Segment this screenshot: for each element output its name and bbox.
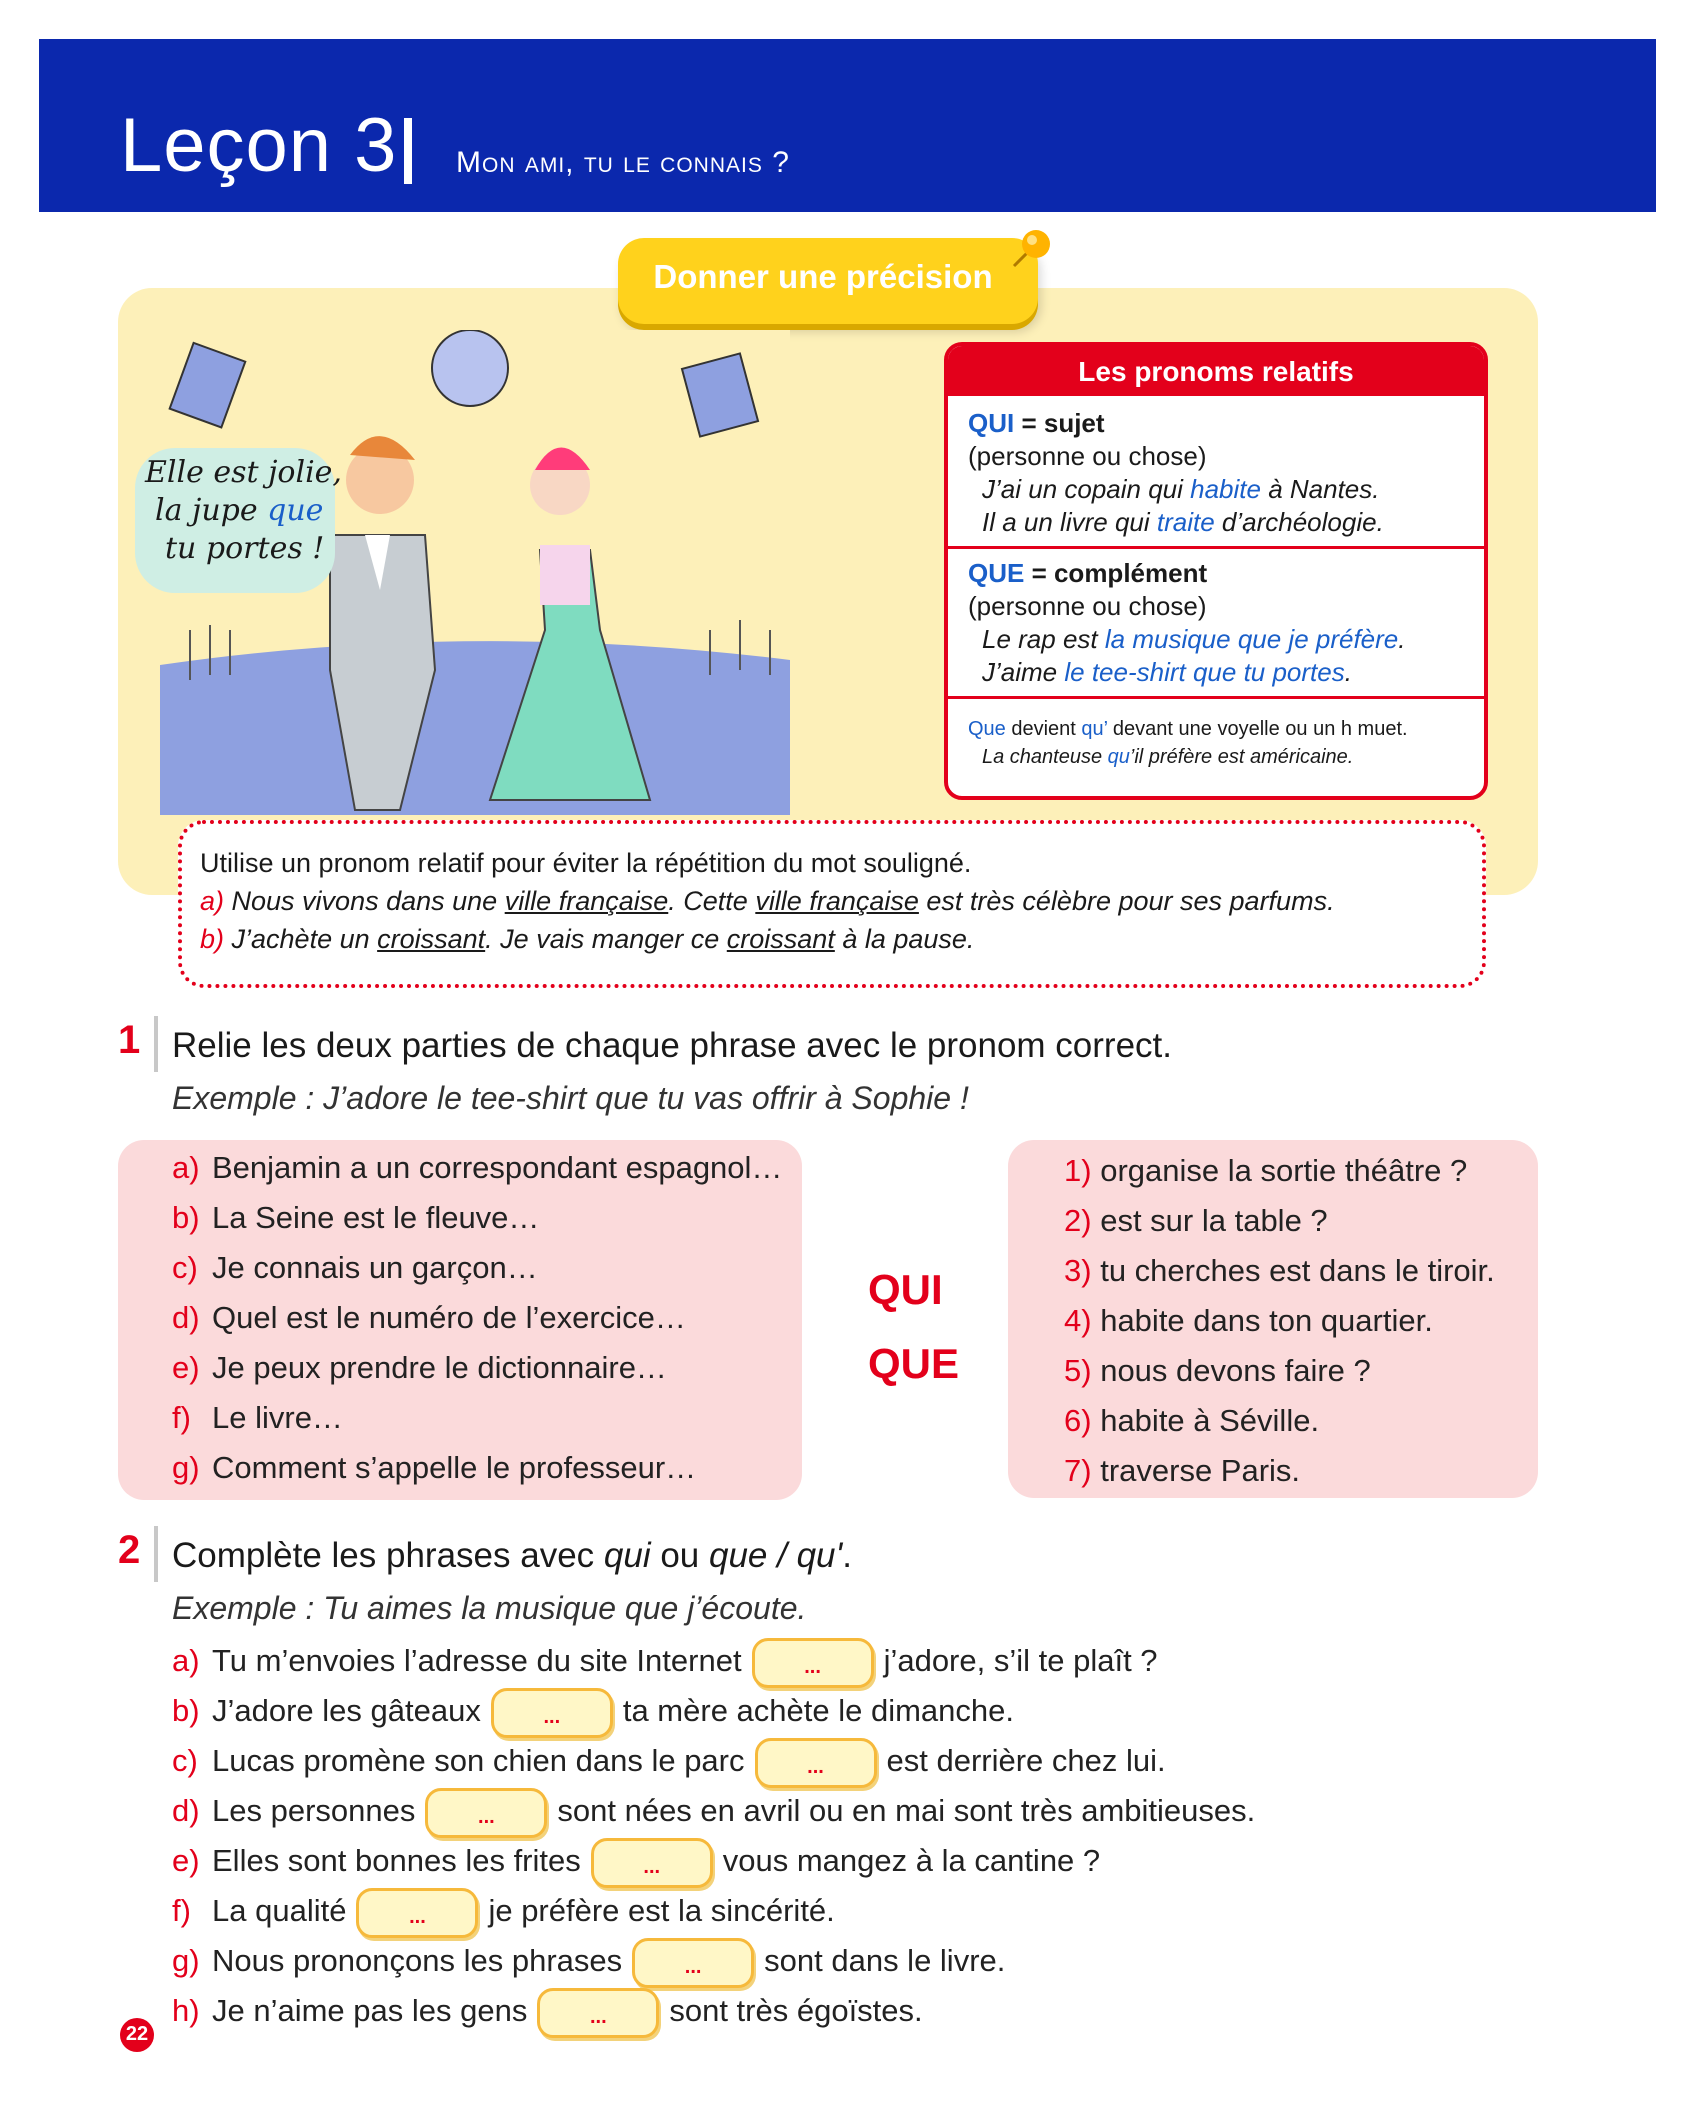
list-item: f) Le livre… <box>172 1400 343 1435</box>
qui-description: (personne ou chose) <box>968 441 1207 471</box>
pronoun-que: QUE <box>868 1340 960 1387</box>
answer-blank[interactable]: ... <box>752 1638 874 1688</box>
list-item: b) La Seine est le fleuve… <box>172 1200 540 1235</box>
que-rule: QUE = complément <box>968 558 1208 588</box>
list-item: 3) tu cherches est dans le tiroir. <box>1064 1253 1495 1288</box>
speech-line: la jupe que <box>155 493 324 528</box>
header-divider <box>404 118 412 184</box>
speech-line: Elle est jolie, <box>145 455 342 490</box>
lesson-title: Leçon 3 <box>120 103 398 188</box>
exercise-example: Exemple : Tu aimes la musique que j’écoute. <box>172 1590 807 1626</box>
list-item: 1) organise la sortie théâtre ? <box>1064 1153 1468 1188</box>
list-item: c) Je connais un garçon… <box>172 1250 538 1285</box>
answer-blank[interactable]: ... <box>755 1738 877 1788</box>
section-tab-label: Donner une précision <box>653 258 993 295</box>
elision-note: Que devient qu’ devant une voyelle ou un h muet. <box>968 718 1408 740</box>
note-instruction: Utilise un pronom relatif pour éviter la répétition du mot souligné. <box>200 848 972 878</box>
fill-in-sentence: c) Lucas promène son chien dans le parc ... est derrière chez lui. <box>172 1738 1166 1788</box>
fill-in-sentence: g) Nous prononçons les phrases ... sont dans le livre. <box>172 1938 1005 1988</box>
exercise-title: Relie les deux parties de chaque phrase avec le pronom correct. <box>172 1026 1172 1065</box>
divider <box>948 696 1484 699</box>
divider <box>948 546 1484 549</box>
relative-pronouns-box <box>944 342 1488 800</box>
list-item: g) Comment s’appelle le professeur… <box>172 1450 697 1485</box>
qui-example: J’ai un copain qui habite à Nantes. <box>982 474 1380 504</box>
answer-blank[interactable]: ... <box>356 1888 478 1938</box>
fill-in-sentence: a) Tu m’envoies l’adresse du site Internet ... j’adore, s’il te plaît ? <box>172 1638 1158 1688</box>
exercise-title: Complète les phrases avec qui ou que / qu'. <box>172 1536 852 1575</box>
list-item: a) Benjamin a un correspondant espagnol… <box>172 1150 783 1185</box>
answer-blank[interactable]: ... <box>491 1688 613 1738</box>
list-item: 5) nous devons faire ? <box>1064 1353 1371 1388</box>
answer-blank[interactable]: ... <box>591 1838 713 1888</box>
exercise-number: 1 <box>118 1018 141 1062</box>
note-item-a: a) Nous vivons dans une ville française. Cette ville française est très célèbre pour ses parfums. <box>200 886 1335 916</box>
answer-blank[interactable]: ... <box>632 1938 754 1988</box>
pushpin-icon <box>1000 222 1060 282</box>
elision-example: La chanteuse qu’il préfère est américaine. <box>982 746 1354 768</box>
list-item: 4) habite dans ton quartier. <box>1064 1303 1433 1338</box>
fill-in-sentence: h) Je n’aime pas les gens ... sont très égoïstes. <box>172 1988 923 2038</box>
qui-rule: QUI = sujet <box>968 408 1105 438</box>
page-number: 22 <box>125 2023 149 2045</box>
list-item: 2) est sur la table ? <box>1064 1203 1328 1238</box>
que-example: Le rap est la musique que je préfère. <box>982 624 1406 654</box>
fill-in-sentence: e) Elles sont bonnes les frites ... vous mangez à la cantine ? <box>172 1838 1100 1888</box>
exercise-divider <box>154 1526 158 1582</box>
grammar-title: Les pronoms relatifs <box>1078 356 1354 387</box>
fill-in-sentence: f) La qualité ... je préfère est la sincérité. <box>172 1888 835 1938</box>
list-item: 7) traverse Paris. <box>1064 1453 1301 1488</box>
list-item: 6) habite à Séville. <box>1064 1403 1320 1438</box>
exercise-example: Exemple : J’adore le tee-shirt que tu vas offrir à Sophie ! <box>172 1080 969 1116</box>
fill-in-sentence: d) Les personnes ... sont nées en avril ou en mai sont très ambitieuses. <box>172 1788 1255 1838</box>
practice-note <box>178 820 1486 988</box>
que-description: (personne ou chose) <box>968 591 1207 621</box>
pronoun-qui: QUI <box>868 1266 943 1313</box>
list-item: e) Je peux prendre le dictionnaire… <box>172 1350 667 1385</box>
exercise-number: 2 <box>118 1528 141 1572</box>
answer-blank[interactable]: ... <box>425 1788 547 1838</box>
qui-example: Il a un livre qui traite d’archéologie. <box>982 507 1384 537</box>
note-item-b: b) J’achète un croissant. Je vais manger ce croissant à la pause. <box>200 924 975 954</box>
list-item: d) Quel est le numéro de l’exercice… <box>172 1300 686 1335</box>
speech-line: tu portes ! <box>165 531 325 566</box>
lesson-subtitle: Mon ami, tu le connais ? <box>456 146 790 179</box>
que-example: J’aime le tee-shirt que tu portes. <box>982 657 1352 687</box>
exercise-divider <box>154 1016 158 1072</box>
fill-in-sentence: b) J’adore les gâteaux ... ta mère achète le dimanche. <box>172 1688 1014 1738</box>
answer-blank[interactable]: ... <box>537 1988 659 2038</box>
